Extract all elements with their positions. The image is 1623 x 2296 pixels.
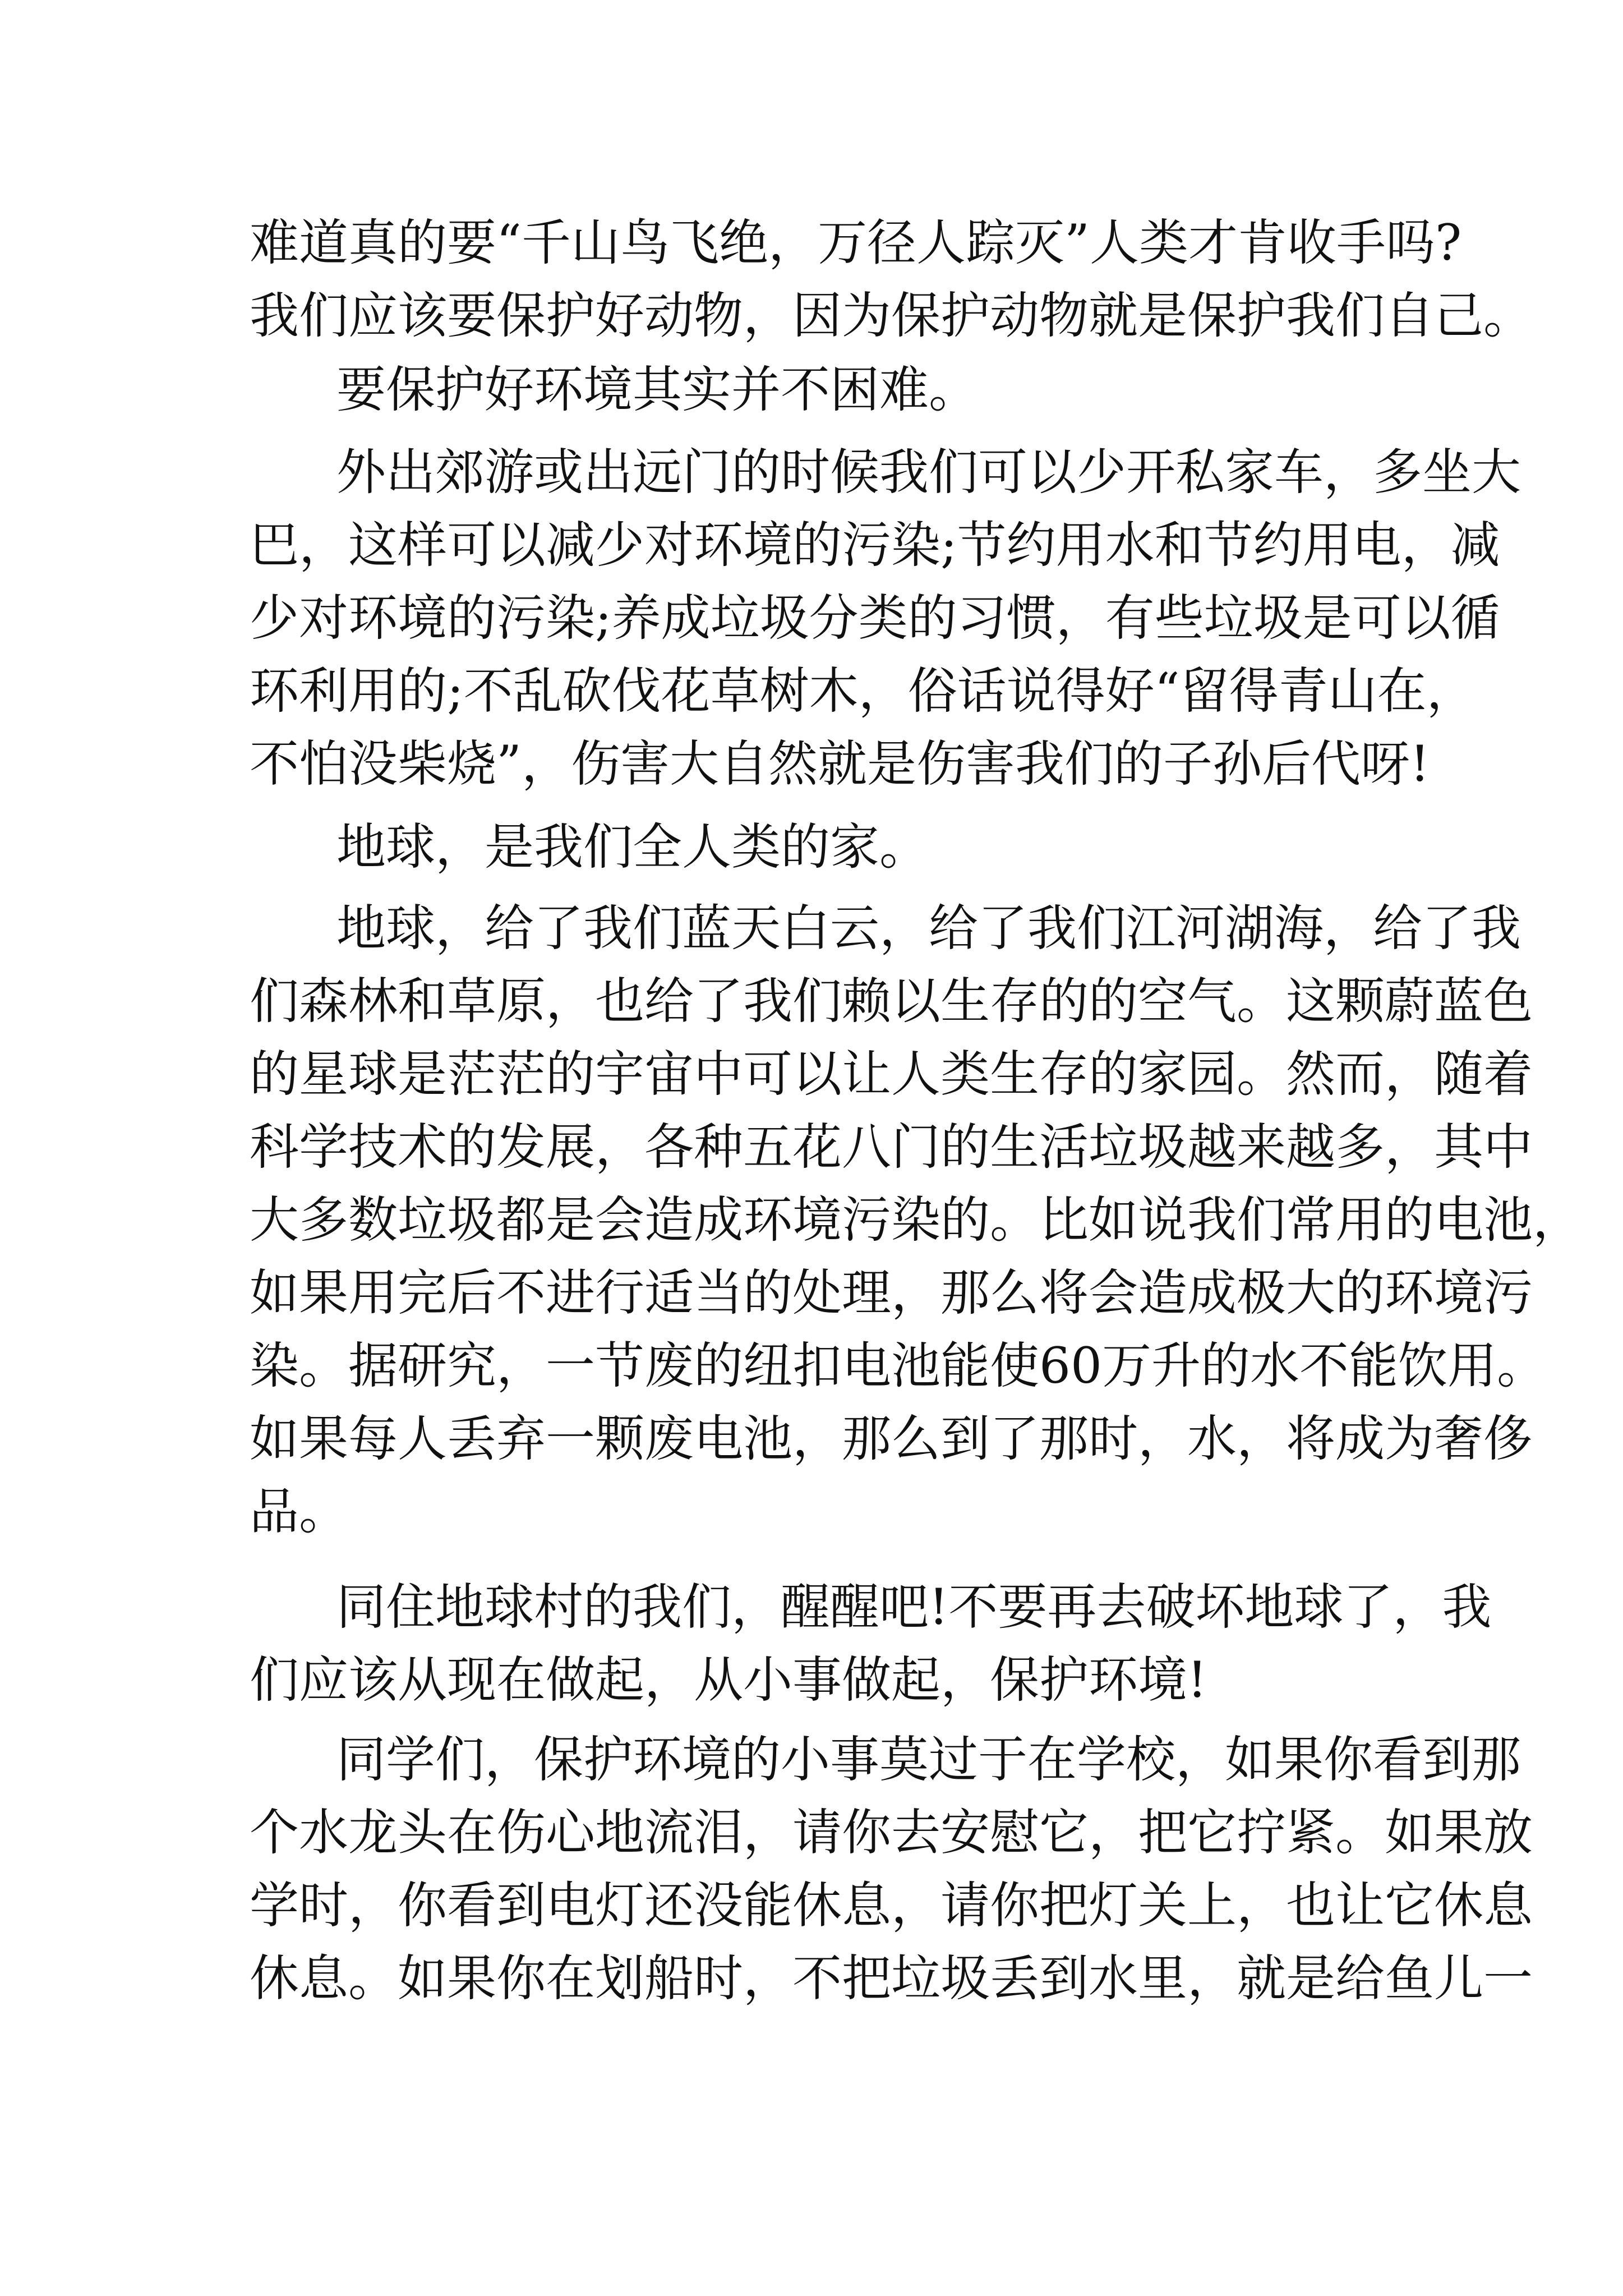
text-line: 我们应该要保护好动物，因为保护动物就是保护我们自己。 [250,287,1533,344]
text-line: 们应该从现在做起，从小事做起，保护环境! [250,1651,1207,1709]
text-line: 巴，这样可以减少对环境的污染;节约用水和节约用电，减 [250,516,1500,574]
text-line: 不怕没柴烧”，伤害大自然就是伤害我们的子孙后代呀! [250,735,1430,793]
text-line: 科学技术的发展，各种五花八门的生活垃圾越来越多，其中 [250,1118,1533,1176]
text-line: 们森林和草原，也给了我们赖以生存的的空气。这颗蔚蓝色 [250,972,1533,1030]
paragraph-start-line: 同住地球村的我们，醒醒吧!不要再去破坏地球了，我 [336,1578,1492,1636]
text-line: 环利用的;不乱砍伐花草树木，俗话说得好“留得青山在， [250,662,1476,720]
text-line: 染。据研究，一节废的纽扣电池能使60万升的水不能饮用。 [250,1337,1546,1395]
text-line: 难道真的要“千山鸟飞绝，万径人踪灭”人类才肯收手吗? [250,214,1462,272]
text-line: 学时，你看到电灯还没能休息，请你把灯关上，也让它休息 [250,1876,1533,1934]
text-line: 如果每人丢弃一颗废电池，那么到了那时，水，将成为奢侈 [250,1410,1533,1467]
paragraph-start-line: 地球，是我们全人类的家。 [336,818,929,876]
text-line: 的星球是茫茫的宇宙中可以让人类生存的家园。然而，随着 [250,1045,1533,1103]
text-line: 如果用完后不进行适当的处理，那么将会造成极大的环境污 [250,1264,1533,1322]
paragraph-start-line: 要保护好环境其实并不困难。 [336,361,979,418]
text-line: 少对环境的污染;养成垃圾分类的习惯，有些垃圾是可以循 [250,589,1500,647]
text-line: 休息。如果你在划船时，不把垃圾丢到水里，就是给鱼儿一 [250,1949,1533,2007]
paragraph-start-line: 外出郊游或出远门的时候我们可以少开私家车，多坐大 [336,443,1521,501]
text-line: 大多数垃圾都是会造成环境污染的。比如说我们常用的电池， [250,1191,1583,1249]
paragraph-start-line: 地球，给了我们蓝天白云，给了我们江河湖海，给了我 [336,899,1521,957]
text-line: 品。 [250,1483,349,1540]
text-line: 个水龙头在伤心地流泪，请你去安慰它，把它拧紧。如果放 [250,1803,1533,1861]
paragraph-start-line: 同学们，保护环境的小事莫过于在学校，如果你看到那 [336,1731,1521,1788]
